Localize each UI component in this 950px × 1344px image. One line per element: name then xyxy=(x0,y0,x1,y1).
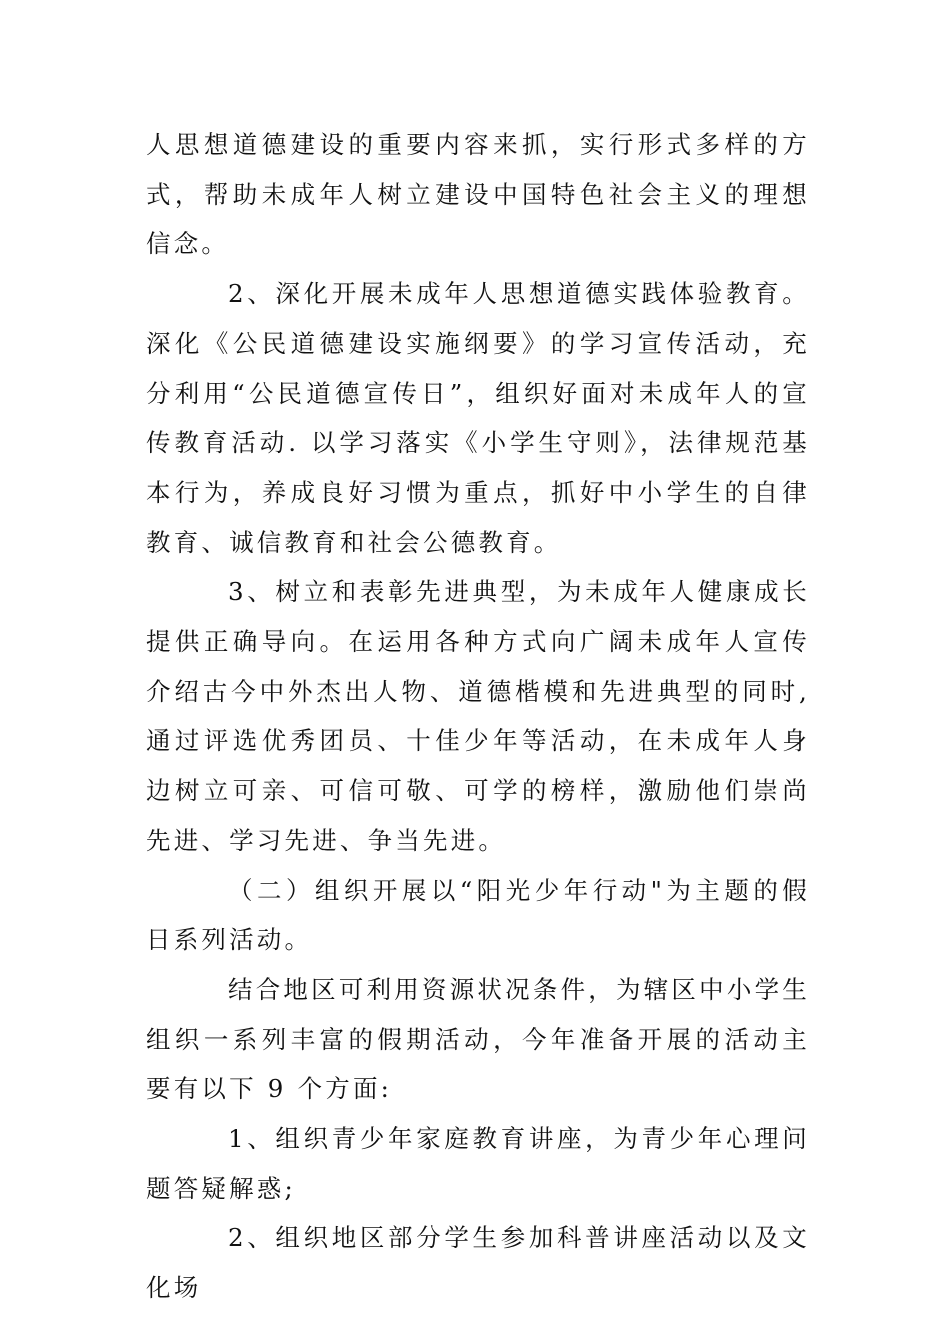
paragraph-4: 结合地区可利用资源状况条件，为辖区中小学生组织一系列丰富的假期活动，今年准备开展的活动主要有以下 9 个方面: xyxy=(146,974,810,1104)
document-body xyxy=(146,120,810,1313)
paragraph-3: 3、树立和表彰先进典型，为未成年人健康成长提供正确导向。在运用各种方式向广阔未成年人宣传介绍古今中外杰出人物、道德楷模和先进典型的同时, 通过评选优秀团员、十佳少年等活动，在未成年人身边树立可亲、可信可敬、可学的榜样，激励他们崇尚先进、学习先进、争当先进。 xyxy=(146,577,810,855)
paragraph-2: 2、深化开展未成年人思想道德实践体验教育。深化《公民道德建设实施纲要》的学习宣传活动，充分利用“公民道德宣传日”，组织好面对未成年人的宣传教育活动. 以学习落实《小学生守则》，法律规范基本行为，养成良好习惯为重点，抓好中小学生的自律教育、诚信教育和社会公德教育。 xyxy=(146,279,810,557)
list-item-1: 1、组织青少年家庭教育讲座，为青少年心理问题答疑解惑; xyxy=(146,1124,810,1203)
paragraph-1: 人思想道德建设的重要内容来抓，实行形式多样的方式，帮助未成年人树立建设中国特色社会主义的理想信念。 xyxy=(146,130,810,259)
section-heading: （二）组织开展以“阳光少年行动"为主题的假日系列活动。 xyxy=(146,875,810,955)
list-item-2: 2、组织地区部分学生参加科普讲座活动以及文化场 xyxy=(146,1223,810,1303)
